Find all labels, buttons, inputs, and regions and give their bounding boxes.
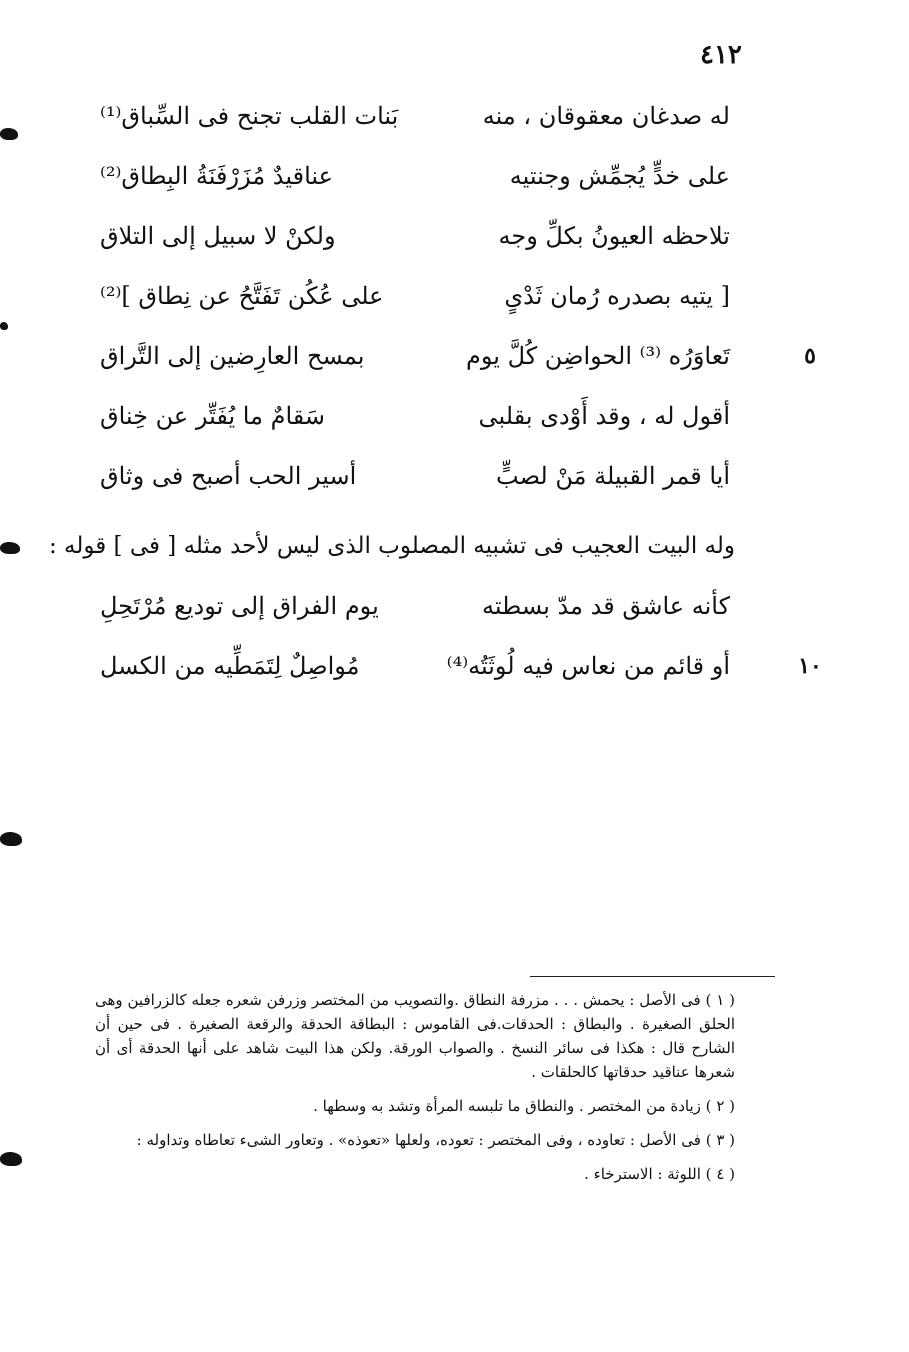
verse-second-hemistich: أسير الحب أصبح فى وثاق bbox=[100, 462, 357, 490]
footnote-divider bbox=[530, 976, 775, 977]
verse-second-hemistich: مُواصِلٌ لِتَمَطِّيه من الكسل bbox=[100, 652, 360, 680]
scan-mark bbox=[0, 1152, 22, 1166]
verse-first-hemistich: أو قائم من نعاس فيه لُوثَتُه⁽⁴⁾ bbox=[446, 652, 730, 680]
verse-second-hemistich: ولكنْ لا سبيل إلى التلاق bbox=[100, 222, 336, 250]
footnotes bbox=[95, 988, 735, 1196]
verse-first-hemistich: أقول له ، وقد أَوْدى بقلبى bbox=[478, 402, 730, 430]
footnote: ( ١ ) فى الأصل : يحمش . . . مزرفة النطاق .والتصويب من المختصر وزرفن شعره جعله كالزرافين وهى الحلق الصغيرة . والبطاق : الحدقات.فى القاموس : البطاقة الحدقة والرقعة الصغيرة . فى حين أن الشارح قال : هكذا فى سائر النسخ . والصواب الورقة. ولكن هذا البيت شاهد على أنها الحدقة أى أن شعرها عناقيد حدقاتها كالحلقات . bbox=[95, 991, 735, 1081]
verse-first-hemistich: أيا قمر القبيلة مَنْ لصبٍّ bbox=[496, 462, 730, 490]
verse-first-hemistich: كأنه عاشق قد مدّ بسطته bbox=[482, 592, 730, 620]
line-number: ١٠ bbox=[798, 653, 822, 679]
line-number: ٥ bbox=[804, 343, 816, 369]
verse-second-hemistich: يوم الفراق إلى توديع مُرْتَحِلِ bbox=[100, 592, 379, 620]
scan-mark bbox=[0, 832, 22, 846]
verse-line bbox=[100, 272, 730, 320]
verse-first-hemistich: تلاحظه العيونُ بكلِّ وجه bbox=[498, 222, 730, 250]
verse-line bbox=[100, 582, 730, 630]
verse-second-hemistich: بَنات القلب تجنح فى السِّباق⁽¹⁾ bbox=[100, 102, 399, 130]
verse-line bbox=[100, 642, 730, 690]
page-number: ٤١٢ bbox=[700, 40, 742, 70]
footnote: ( ٤ ) اللوثة : الاسترخاء . bbox=[584, 1165, 735, 1183]
prose-paragraph: وله البيت العجيب فى تشبيه المصلوب الذى ليس لأحد مثله [ فى ] قوله : bbox=[48, 533, 735, 559]
verse-line bbox=[100, 392, 730, 440]
verse-first-hemistich: له صدغان معقوقان ، منه bbox=[482, 102, 730, 130]
verse-second-hemistich: عناقيدٌ مُزَرْفَنَةُ البِطاق⁽²⁾ bbox=[100, 162, 333, 190]
verse-line bbox=[100, 152, 730, 200]
footnote: ( ٢ ) زيادة من المختصر . والنطاق ما تلبسه المرأة وتشد به وسطها . bbox=[313, 1097, 735, 1115]
verse-line bbox=[100, 212, 730, 260]
verse-second-hemistich: على عُكُن تَفَتَّحُ عن نِطاق ]⁽²⁾ bbox=[100, 282, 384, 310]
verse-line bbox=[100, 92, 730, 140]
verse-second-hemistich: بمسح العارِضين إلى التَّراق bbox=[100, 342, 365, 370]
verse-first-hemistich: تَعاوَرُه ⁽³⁾ الحواضِن كُلَّ يوم bbox=[466, 342, 730, 370]
scan-mark bbox=[0, 322, 8, 330]
verse-second-hemistich: سَقامٌ ما يُفَتِّر عن خِناق bbox=[100, 402, 326, 430]
footnote: ( ٣ ) فى الأصل : تعاوده ، وفى المختصر : تعوده، ولعلها «تعوذه» . وتعاور الشىء تعاطاه وتداوله : bbox=[136, 1131, 735, 1149]
verse-line bbox=[100, 452, 730, 500]
verse-line bbox=[100, 332, 730, 380]
verse-first-hemistich: على خدٍّ يُجمِّش وجنتيه bbox=[509, 162, 730, 190]
scan-mark bbox=[0, 128, 18, 140]
verse-first-hemistich: [ يتيه بصدره رُمان ثَدْىٍ bbox=[504, 282, 730, 310]
scan-mark bbox=[0, 542, 20, 554]
